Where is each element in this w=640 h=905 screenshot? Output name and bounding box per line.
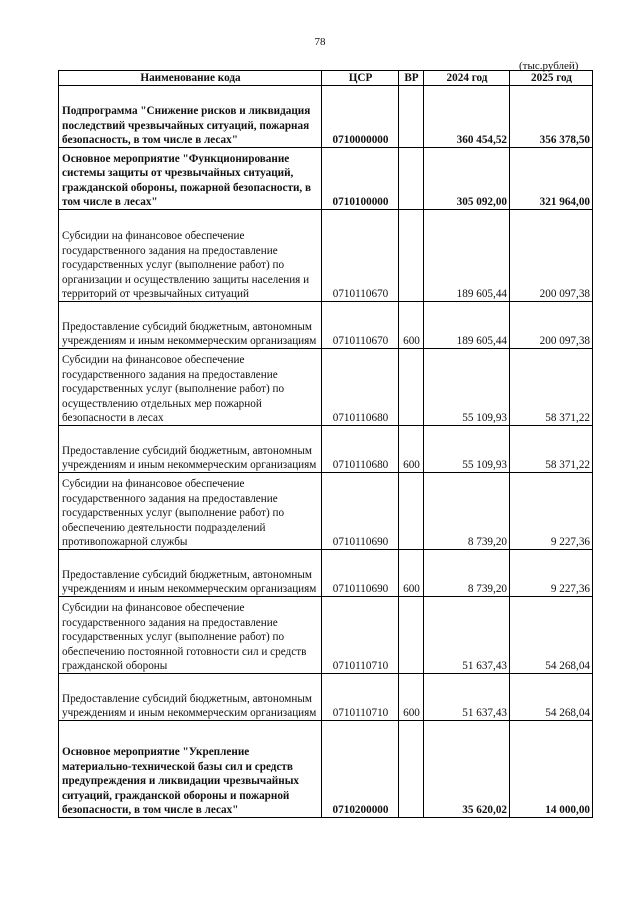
row-csr: 0710110690 bbox=[322, 473, 399, 550]
row-2024: 55 109,93 bbox=[424, 349, 510, 426]
row-2024: 189 605,44 bbox=[424, 210, 510, 302]
row-2024: 51 637,43 bbox=[424, 597, 510, 674]
row-name: Предоставление субсидий бюджетным, автономным учреждениям и иным некоммерческим организациям bbox=[59, 426, 322, 473]
row-2024: 305 092,00 bbox=[424, 148, 510, 210]
row-name: Субсидии на финансовое обеспечение государственного задания на предоставление государственных услуг (выполнение работ) по обеспечению постоянной готовности сил и средств гражданской обороны bbox=[59, 597, 322, 674]
row-name: Предоставление субсидий бюджетным, автономным учреждениям и иным некоммерческим организациям bbox=[59, 550, 322, 597]
row-vr bbox=[399, 86, 424, 148]
table-row bbox=[59, 473, 593, 550]
header-csr: ЦСР bbox=[322, 71, 399, 86]
table-row bbox=[59, 148, 593, 210]
row-vr bbox=[399, 148, 424, 210]
table-row bbox=[59, 210, 593, 302]
row-vr: 600 bbox=[399, 426, 424, 473]
row-csr: 0710110680 bbox=[322, 426, 399, 473]
table-row bbox=[59, 597, 593, 674]
row-csr: 0710110710 bbox=[322, 597, 399, 674]
row-vr: 600 bbox=[399, 302, 424, 349]
row-2025: 14 000,00 bbox=[510, 721, 593, 818]
row-name: Субсидии на финансовое обеспечение государственного задания на предоставление государственных услуг (выполнение работ) по осуществлению отдельных мер пожарной безопасности в лесах bbox=[59, 349, 322, 426]
row-csr: 0710110690 bbox=[322, 550, 399, 597]
row-name: Предоставление субсидий бюджетным, автономным учреждениям и иным некоммерческим организациям bbox=[59, 302, 322, 349]
row-csr: 0710000000 bbox=[322, 86, 399, 148]
row-name: Основное мероприятие "Функционирование системы защиты от чрезвычайных ситуаций, гражданской обороны, пожарной безопасности, в том числе в лесах" bbox=[59, 148, 322, 210]
row-csr: 0710200000 bbox=[322, 721, 399, 818]
row-csr: 0710110670 bbox=[322, 210, 399, 302]
header-2024: 2024 год bbox=[424, 71, 510, 86]
row-csr: 0710110710 bbox=[322, 674, 399, 721]
row-name: Основное мероприятие "Укрепление материально-технической базы сил и средств предупреждения и ликвидации чрезвычайных ситуаций, гражданской обороны и пожарной безопасности, в том числе в лесах" bbox=[59, 721, 322, 818]
row-vr bbox=[399, 210, 424, 302]
row-name: Субсидии на финансовое обеспечение государственного задания на предоставление государственных услуг (выполнение работ) по организации и осуществлению защиты населения и территорий от чрезвычайных ситуаций bbox=[59, 210, 322, 302]
row-2024: 51 637,43 bbox=[424, 674, 510, 721]
row-2024: 55 109,93 bbox=[424, 426, 510, 473]
row-2025: 54 268,04 bbox=[510, 674, 593, 721]
row-2025: 200 097,38 bbox=[510, 302, 593, 349]
row-2025: 321 964,00 bbox=[510, 148, 593, 210]
row-2024: 8 739,20 bbox=[424, 473, 510, 550]
row-2024: 189 605,44 bbox=[424, 302, 510, 349]
row-2025: 9 227,36 bbox=[510, 473, 593, 550]
row-vr bbox=[399, 349, 424, 426]
table-row bbox=[59, 721, 593, 818]
table-row bbox=[59, 674, 593, 721]
row-name: Субсидии на финансовое обеспечение государственного задания на предоставление государственных услуг (выполнение работ) по обеспечению деятельности подразделений противопожарной службы bbox=[59, 473, 322, 550]
row-2025: 356 378,50 bbox=[510, 86, 593, 148]
row-2025: 9 227,36 bbox=[510, 550, 593, 597]
table-row bbox=[59, 86, 593, 148]
header-vr: ВР bbox=[399, 71, 424, 86]
page-number: 78 bbox=[314, 36, 326, 48]
row-vr: 600 bbox=[399, 550, 424, 597]
row-2025: 200 097,38 bbox=[510, 210, 593, 302]
row-name: Подпрограмма "Снижение рисков и ликвидация последствий чрезвычайных ситуаций, пожарная безопасность, в том числе в лесах" bbox=[59, 86, 322, 148]
row-2025: 54 268,04 bbox=[510, 597, 593, 674]
row-2025: 58 371,22 bbox=[510, 349, 593, 426]
row-vr bbox=[399, 473, 424, 550]
row-csr: 0710110680 bbox=[322, 349, 399, 426]
row-2024: 8 739,20 bbox=[424, 550, 510, 597]
row-2025: 58 371,22 bbox=[510, 426, 593, 473]
row-name: Предоставление субсидий бюджетным, автономным учреждениям и иным некоммерческим организациям bbox=[59, 674, 322, 721]
table-header-row bbox=[59, 71, 593, 86]
header-2025: 2025 год bbox=[510, 71, 593, 86]
row-2024: 360 454,52 bbox=[424, 86, 510, 148]
budget-table bbox=[58, 70, 593, 818]
row-csr: 0710110670 bbox=[322, 302, 399, 349]
header-name: Наименование кода bbox=[59, 71, 322, 86]
units-label: (тыс.рублей) bbox=[519, 60, 579, 72]
row-csr: 0710100000 bbox=[322, 148, 399, 210]
table-row bbox=[59, 550, 593, 597]
row-vr: 600 bbox=[399, 674, 424, 721]
row-2024: 35 620,02 bbox=[424, 721, 510, 818]
row-vr bbox=[399, 721, 424, 818]
row-vr bbox=[399, 597, 424, 674]
table-row bbox=[59, 426, 593, 473]
table-row bbox=[59, 349, 593, 426]
table-row bbox=[59, 302, 593, 349]
